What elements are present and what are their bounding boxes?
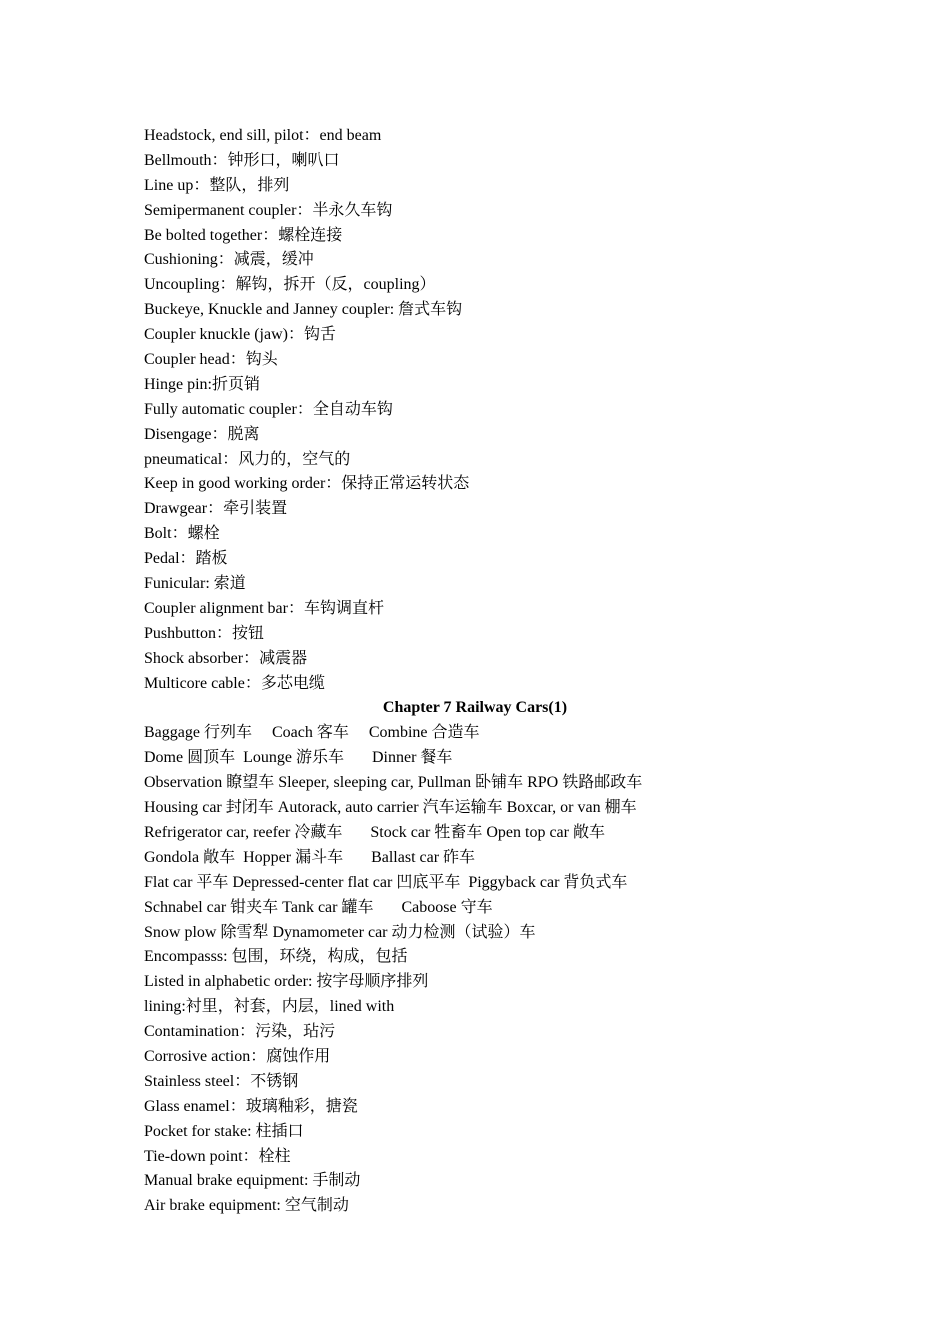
glossary-line: Hinge pin:折页销: [144, 375, 260, 393]
glossary-line: Coupler knuckle (jaw)：钩舌: [144, 326, 336, 344]
glossary-line: Contamination：污染，玷污: [144, 1023, 336, 1041]
glossary-line: Tie-down point：栓柱: [144, 1147, 291, 1165]
car-types-line: Refrigerator car, reefer 冷藏车 Stock car 牲畜车 Open top car 敞车: [144, 823, 605, 841]
glossary-line: Keep in good working order：保持正常运转状态: [144, 475, 470, 493]
glossary-line: Manual brake equipment: 手制动: [144, 1172, 361, 1190]
glossary-line: Bellmouth：钟形口，喇叭口: [144, 151, 340, 169]
glossary-line: Buckeye, Knuckle and Janney coupler: 詹式车钩: [144, 301, 463, 319]
glossary-line: Coupler alignment bar：车钩调直杆: [144, 599, 384, 617]
car-types-list: [144, 721, 824, 945]
car-types-line: Baggage 行列车 Coach 客车 Combine 合造车: [144, 724, 480, 742]
glossary-line: Encompasss: 包围，环绕，构成，包括: [144, 948, 408, 966]
car-types-line: Housing car 封闭车 Autorack, auto carrier 汽车运输车 Boxcar, or van 棚车: [144, 799, 637, 817]
glossary-line: Pocket for stake: 柱插口: [144, 1122, 304, 1140]
car-types-line: Schnabel car 钳夹车 Tank car 罐车 Caboose 守车: [144, 898, 493, 916]
glossary-line: Air brake equipment: 空气制动: [144, 1197, 349, 1215]
glossary-line: Fully automatic coupler：全自动车钩: [144, 400, 393, 418]
glossary-line: Uncoupling：解钩，拆开（反，coupling）: [144, 276, 436, 294]
glossary-line: Multicore cable：多芯电缆: [144, 674, 325, 692]
chapter-heading: Chapter 7 Railway Cars(1): [382, 699, 568, 717]
car-types-line: Flat car 平车 Depressed-center flat car 凹底平车 Piggyback car 背负式车: [144, 873, 628, 891]
glossary-line: Stainless steel：不锈钢: [144, 1072, 299, 1090]
glossary-line: Line up：整队，排列: [144, 176, 290, 194]
glossary-line: Disengage：脱离: [144, 425, 260, 443]
glossary-line: Semipermanent coupler：半永久车钩: [144, 201, 393, 219]
car-types-line: Dome 圆顶车 Lounge 游乐车 Dinner 餐车: [144, 749, 453, 767]
document-page: [144, 124, 824, 1219]
glossary-bottom: [144, 945, 824, 1219]
car-types-line: Observation 瞭望车 Sleeper, sleeping car, Pullman 卧铺车 RPO 铁路邮政车: [144, 774, 643, 792]
glossary-line: Corrosive action：腐蚀作用: [144, 1047, 331, 1065]
glossary-line: lining:衬里，衬套，内层，lined with: [144, 998, 395, 1016]
glossary-line: Funicular: 索道: [144, 575, 246, 593]
glossary-line: Headstock, end sill, pilot：end beam: [144, 127, 382, 144]
glossary-line: Glass enamel：玻璃釉彩，搪瓷: [144, 1097, 358, 1115]
glossary-line: pneumatical：风力的，空气的: [144, 450, 351, 468]
glossary-line: Bolt：螺栓: [144, 525, 220, 543]
glossary-line: Drawgear：牵引装置: [144, 500, 288, 518]
car-types-line: Snow plow 除雪犁 Dynamometer car 动力检测（试验）车: [144, 923, 536, 941]
glossary-line: Shock absorber：减震器: [144, 649, 308, 667]
glossary-line: Cushioning：减震，缓冲: [144, 251, 314, 269]
glossary-line: Listed in alphabetic order: 按字母顺序排列: [144, 973, 429, 991]
glossary-top: [144, 124, 824, 696]
glossary-line: Pushbutton：按钮: [144, 624, 265, 642]
glossary-line: Be bolted together：螺栓连接: [144, 226, 343, 244]
glossary-line: Coupler head：钩头: [144, 351, 278, 369]
glossary-line: Pedal：踏板: [144, 550, 228, 568]
car-types-line: Gondola 敞车 Hopper 漏斗车 Ballast car 砟车: [144, 848, 476, 866]
